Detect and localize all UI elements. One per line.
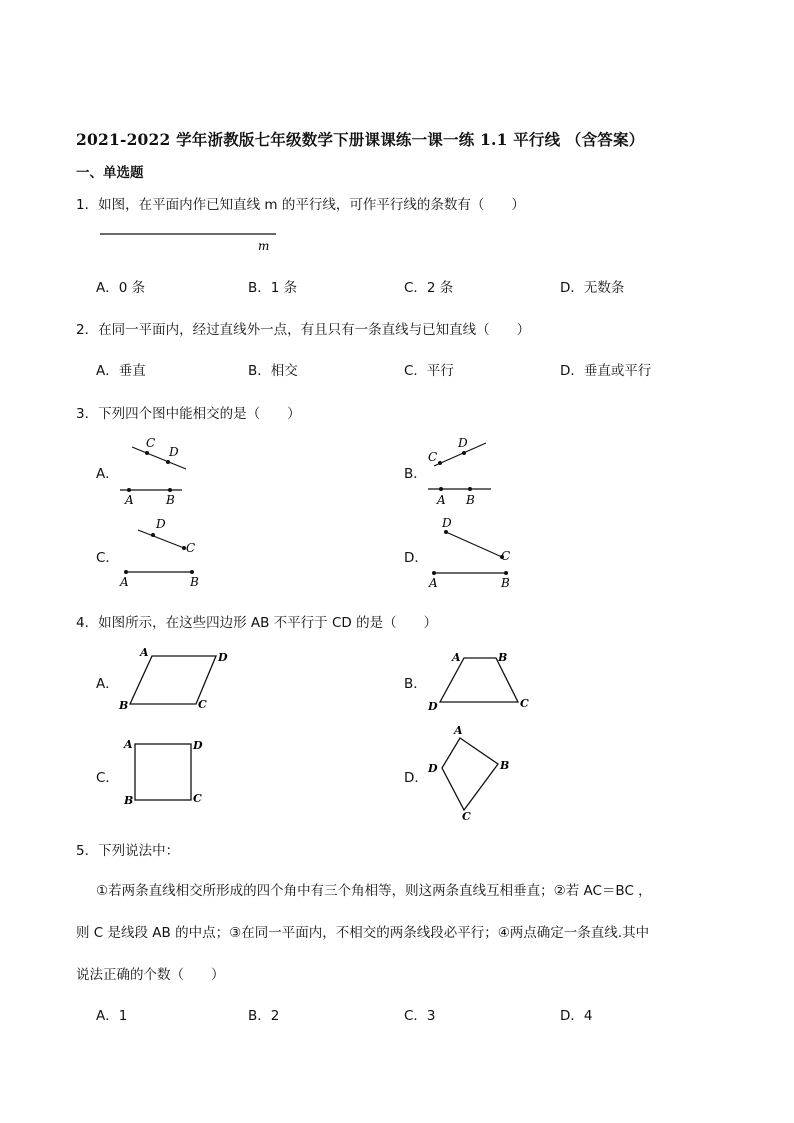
svg-text:B: B	[119, 699, 129, 712]
svg-text:A: A	[429, 576, 438, 590]
q3-figure-a	[118, 432, 198, 512]
q3-option-c[interactable]: C．	[96, 550, 119, 566]
q3-option-d[interactable]: D．	[404, 550, 428, 566]
svg-text:D: D	[428, 700, 438, 713]
q3-figure-b	[424, 432, 504, 512]
svg-text:D: D	[442, 516, 452, 530]
q5-option-c[interactable]: C．3	[404, 1008, 436, 1024]
svg-text:B: B	[190, 575, 199, 589]
svg-text:B: B	[166, 493, 175, 507]
q1-option-a[interactable]: A．0 条	[96, 280, 146, 296]
svg-text:A: A	[124, 738, 133, 751]
section-heading: 一、单选题	[76, 165, 144, 181]
svg-text:A: A	[120, 575, 129, 589]
svg-text:D: D	[156, 517, 166, 531]
q1-figure	[96, 224, 286, 254]
q4-option-d[interactable]: D．	[404, 770, 428, 786]
q5-option-d[interactable]: D．4	[560, 1008, 593, 1024]
q4-option-b[interactable]: B．	[404, 676, 427, 692]
svg-text:B: B	[498, 651, 508, 664]
q3-figure-c	[116, 514, 206, 590]
svg-text:D: D	[458, 436, 468, 450]
q5-option-a[interactable]: A．1	[96, 1008, 128, 1024]
svg-text:A: A	[125, 493, 134, 507]
q5-line-1: ①若两条直线相交所形成的四个角中有三个角相等，则这两条直线互相垂直；②若 AC＝BC ，	[96, 883, 652, 899]
svg-text:C: C	[520, 697, 529, 710]
q1-stem: 1．如图，在平面内作已知直线 m 的平行线，可作平行线的条数有（ ）	[76, 197, 525, 213]
q2-option-a[interactable]: A．垂直	[96, 363, 146, 379]
q4-option-c[interactable]: C．	[96, 770, 119, 786]
svg-text:B: B	[500, 759, 510, 772]
q5-stem: 5．下列说法中：	[76, 843, 180, 859]
q4-option-a[interactable]: A．	[96, 676, 119, 692]
q1-option-d[interactable]: D．无数条	[560, 280, 625, 296]
q4-stem: 4．如图所示，在这些四边形 AB 不平行于 CD 的是（ ）	[76, 615, 438, 631]
svg-text:A: A	[452, 651, 461, 664]
q3-option-b[interactable]: B．	[404, 466, 427, 482]
q5-line-3: 说法正确的个数（ ）	[76, 967, 225, 983]
q2-option-c[interactable]: C．平行	[404, 363, 454, 379]
q5-option-b[interactable]: B．2	[248, 1008, 280, 1024]
q4-figure-c	[118, 734, 218, 808]
q1-option-b[interactable]: B．1 条	[248, 280, 298, 296]
svg-text:A: A	[140, 646, 149, 659]
q3-option-a[interactable]: A．	[96, 466, 119, 482]
q1-option-c[interactable]: C．2 条	[404, 280, 454, 296]
q5-line-2: 则 C 是线段 AB 的中点；③在同一平面内，不相交的两条线段必平行；④两点确定一条直线.其中	[76, 925, 650, 941]
svg-text:D: D	[193, 739, 203, 752]
svg-text:A: A	[454, 724, 463, 737]
svg-text:D: D	[428, 762, 438, 775]
q1-fig-label: m	[258, 239, 270, 253]
svg-text:C: C	[198, 698, 207, 711]
q4-figure-b	[424, 644, 544, 716]
q2-option-d[interactable]: D．垂直或平行	[560, 363, 652, 379]
q3-figure-d	[424, 514, 514, 590]
svg-text:C: C	[501, 549, 511, 563]
svg-text:C: C	[146, 436, 156, 450]
svg-text:B: B	[124, 794, 134, 807]
svg-text:C: C	[193, 792, 202, 805]
q2-stem: 2．在同一平面内，经过直线外一点，有且只有一条直线与已知直线（ ）	[76, 322, 531, 338]
q4-figure-a	[116, 644, 236, 716]
svg-text:D: D	[169, 445, 179, 459]
svg-text:C: C	[462, 810, 471, 822]
q2-option-b[interactable]: B．相交	[248, 363, 298, 379]
svg-text:C: C	[428, 450, 438, 464]
svg-text:B: B	[466, 493, 475, 507]
page-title: 2021-2022 学年浙教版七年级数学下册课课练一课一练 1.1 平行线 （含答案）	[76, 130, 645, 149]
svg-text:C: C	[186, 541, 196, 555]
svg-text:B: B	[501, 576, 510, 590]
svg-text:A: A	[437, 493, 446, 507]
svg-text:D: D	[218, 651, 228, 664]
q3-stem: 3．下列四个图中能相交的是（ ）	[76, 406, 301, 422]
q4-figure-d	[424, 722, 524, 822]
